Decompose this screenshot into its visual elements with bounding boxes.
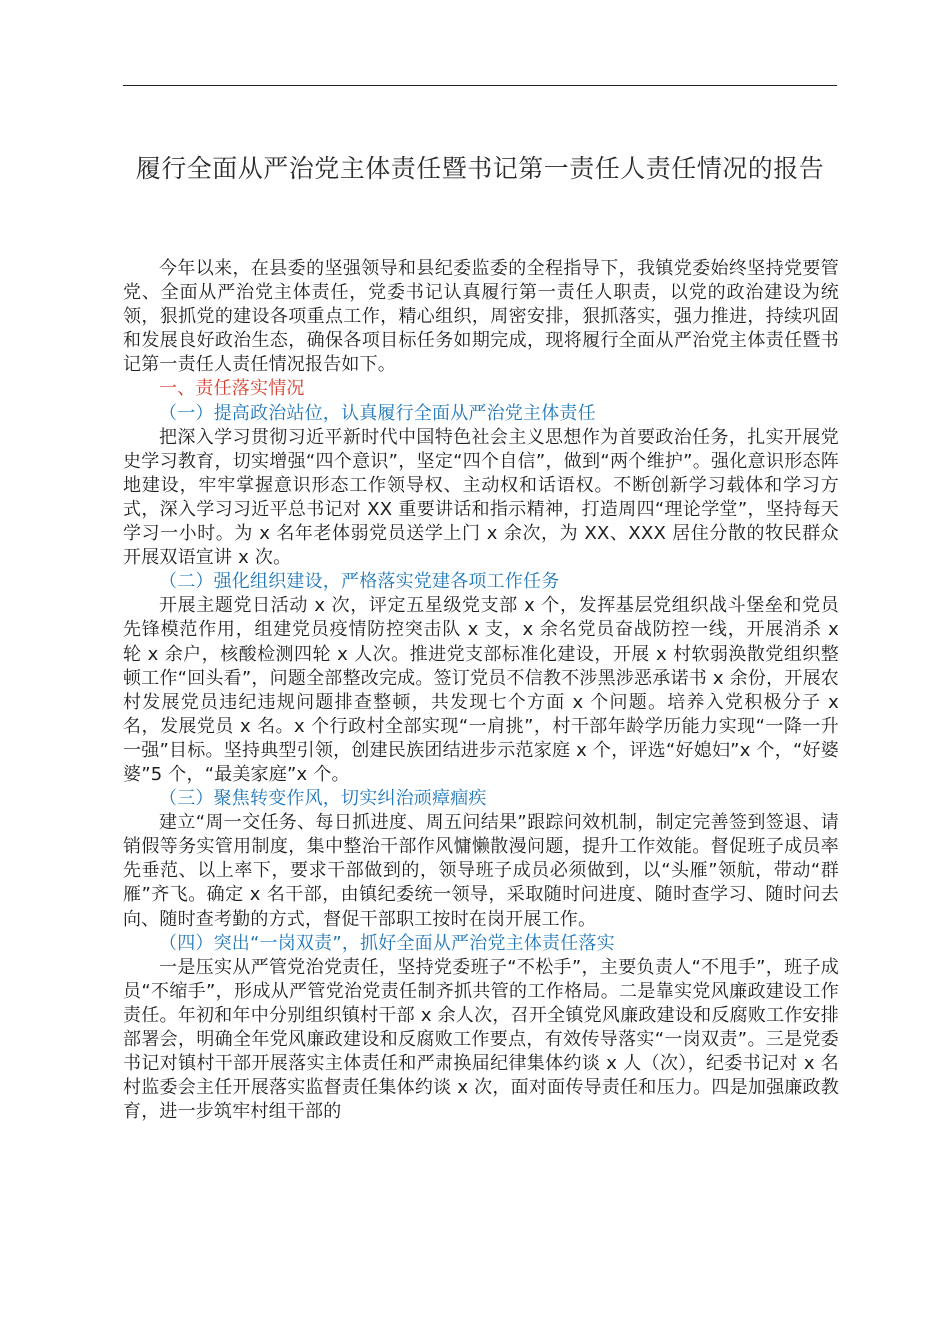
subsection-body-3: 建立“周一交任务、每日抓进度、周五问结果”跟踪问效机制，制定完善签到签退、请销假等务实管用制度，集中整治干部作风慵懒散漫问题，提升工作效能。督促班子成员率先垂范、以上率下，要求干部做到的，领导班子成员必须做到，以“头雁”领航，带动“群雁”齐飞。确定 x 名干部，由镇纪委统一领导，采取随时问进度、随时查学习、随时问去向、随时查考勤的方式，督促干部职工按时在岗开展工作。 bbox=[123, 812, 839, 930]
intro-paragraph: 今年以来，在县委的坚强领导和县纪委监委的全程指导下，我镇党委始终坚持党要管党、全面从严治党主体责任，党委书记认真履行第一责任人职责，以党的政治建设为统领，狠抓党的建设各项重点工作，精心组织，周密安排，狠抓落实，强力推进，持续巩固和发展良好政治生态，确保各项目标任务如期完成，现将履行全面从严治党主体责任暨书记第一责任人责任情况报告如下。 bbox=[123, 258, 839, 376]
document-title: 履行全面从严治党主体责任暨书记第一责任人责任情况的报告 bbox=[135, 154, 825, 183]
section-heading-1: 一、责任落实情况 bbox=[159, 378, 305, 400]
document-body bbox=[123, 257, 839, 1124]
subsection-heading-1: （一）提高政治站位，认真履行全面从严治党主体责任 bbox=[159, 402, 596, 424]
header-rule bbox=[123, 85, 837, 86]
subsection-heading-2: （二）强化组织建设，严格落实党建各项工作任务 bbox=[159, 571, 560, 593]
subsection-body-4: 一是压实从严管党治党责任，坚持党委班子“不松手”，主要负责人“不甩手”，班子成员“不缩手”，形成从严管党治党责任制齐抓共管的工作格局。二是靠实党风廉政建设工作责任。年初和年中分别组织镇村干部 x 余人次，召开全镇党风廉政建设和反腐败工作安排部署会，明确全年党风廉政建设和反腐败工作要点，有效传导落实“一岗双责”。三是党委书记对镇村干部开展落实主体责任和严肃换届纪律集体约谈 x 人（次），纪委书记对 x 名村监委会主任开展落实监督责任集体约谈 x 次，面对面传导责任和压力。四是加强廉政教育，进一步筑牢村组干部的 bbox=[123, 956, 839, 1123]
subsection-heading-4: （四）突出“一岗双责”，抓好全面从严治党主体责任落实 bbox=[159, 932, 615, 954]
subsection-heading-3: （三）聚焦转变作风，切实纠治顽瘴痼疾 bbox=[159, 788, 487, 810]
subsection-body-2: 开展主题党日活动 x 次，评定五星级党支部 x 个，发挥基层党组织战斗堡垒和党员先锋模范作用，组建党员疫情防控突击队 x 支，x 余名党员奋战防控一线，开展消杀 x 轮 x 余户，核酸检测四轮 x 人次。推进党支部标准化建设，开展 x 村软弱涣散党组织整顿工作“回头看”，问题全部整改完成。签订党员不信教不涉黑涉恶承诺书 x 余份，开展农村发展党员违纪违规问题排查整顿，共发现七个方面 x 个问题。培养入党积极分子 x 名，发展党员 x 名。x 个行政村全部实现“一肩挑”，村干部年龄学历能力实现“一降一升一强”目标。坚持典型引领，创建民族团结进步示范家庭 x 个，评选“好媳妇”x 个，“好婆婆”5 个，“最美家庭”x 个。 bbox=[123, 595, 839, 785]
subsection-body-1: 把深入学习贯彻习近平新时代中国特色社会主义思想作为首要政治任务，扎实开展党史学习教育，切实增强“四个意识”，坚定“四个自信”，做到“两个维护”。强化意识形态阵地建设，牢牢掌握意识形态工作领导权、主动权和话语权。不断创新学习载体和学习方式，深入学习习近平总书记对 XX 重要讲话和指示精神，打造周四“理论学堂”，坚持每天学习一小时。为 x 名年老体弱党员送学上门 x 余次，为 XX、XXX 居住分散的牧民群众开展双语宣讲 x 次。 bbox=[123, 426, 839, 569]
